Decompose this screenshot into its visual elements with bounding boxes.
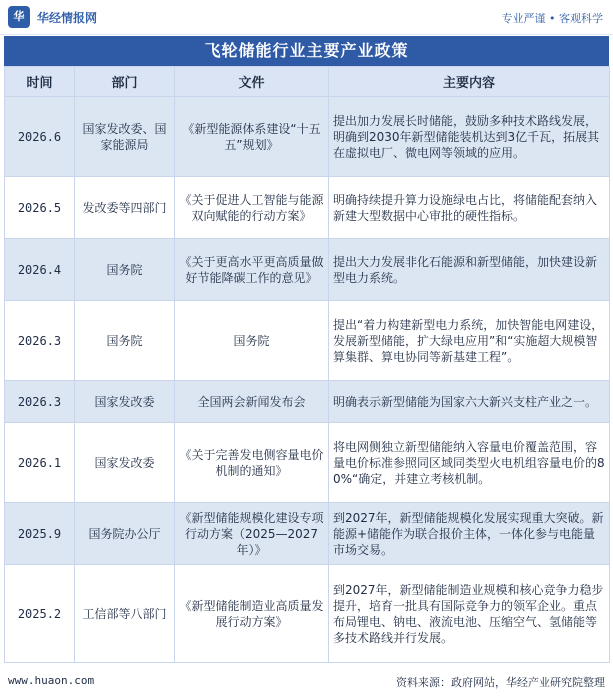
cell-time: 2026.4 <box>5 239 75 301</box>
cell-doc: 国务院 <box>175 301 329 381</box>
site-url[interactable]: www.huaon.com <box>8 674 95 687</box>
cell-doc: 《新型储能规模化建设专项行动方案（2025—2027年）》 <box>175 503 329 565</box>
cell-content: 到2027年，新型储能规模化发展实现重大突破。新能源+储能作为联合报价主体，一体化参与电能量市场交易。 <box>329 503 610 565</box>
cell-content: 提出加力发展长时储能，鼓励多种技术路线发展，明确到2030年新型储能装机达到3亿千瓦，拓展其在虚拟电厂、微电网等领域的应用。 <box>329 97 610 177</box>
table-title: 飞轮储能行业主要产业政策 <box>4 36 609 66</box>
cell-dept: 国家发改委 <box>75 423 175 503</box>
brand-logo[interactable] <box>8 6 97 28</box>
cell-dept: 国务院办公厅 <box>75 503 175 565</box>
cell-dept: 国务院 <box>75 239 175 301</box>
table-row <box>5 239 610 301</box>
table-row <box>5 177 610 239</box>
cell-dept: 工信部等八部门 <box>75 565 175 663</box>
table-row <box>5 565 610 663</box>
table-row <box>5 503 610 565</box>
cell-dept: 发改委等四部门 <box>75 177 175 239</box>
cell-time: 2026.1 <box>5 423 75 503</box>
cell-time: 2026.3 <box>5 301 75 381</box>
cell-time: 2026.5 <box>5 177 75 239</box>
slogan: 专业严谨 • 客观科学 <box>501 12 603 25</box>
cell-doc: 《关于更高水平更高质量做好节能降碳工作的意见》 <box>175 239 329 301</box>
cell-content: 将电网侧独立新型储能纳入容量电价覆盖范围，容量电价标准参照同区域同类型火电机组容量电价的80%“确定，并建立考核机制。 <box>329 423 610 503</box>
table-row <box>5 301 610 381</box>
cell-time: 2025.2 <box>5 565 75 663</box>
cell-content: 提出“着力构建新型电力系统，加快智能电网建设，发展新型储能，扩大绿电应用”和“实施超大规模智算集群、算电协同等新基建工程”。 <box>329 301 610 381</box>
cell-content: 到2027年，新型储能制造业规模和核心竞争力稳步提升，培育一批具有国际竞争力的领军企业。重点布局锂电、钠电、液流电池、压缩空气、氢储能等多技术路线并行发展。 <box>329 565 610 663</box>
cell-doc: 全国两会新闻发布会 <box>175 381 329 423</box>
data-source: 资料来源：政府网站，华经产业研究院整理 <box>396 676 605 689</box>
cell-content: 明确持续提升算力设施绿电占比，将储能配套纳入新建大型数据中心审批的硬性指标。 <box>329 177 610 239</box>
table-row <box>5 423 610 503</box>
table-row <box>5 97 610 177</box>
cell-content: 提出大力发展非化石能源和新型储能，加快建设新型电力系统。 <box>329 239 610 301</box>
column-header-doc: 文件 <box>175 67 329 97</box>
top-bar <box>0 0 613 35</box>
cell-doc: 《关于促进人工智能与能源双向赋能的行动方案》 <box>175 177 329 239</box>
footer <box>0 668 613 696</box>
logo-icon: 华 <box>8 6 30 28</box>
cell-time: 2026.6 <box>5 97 75 177</box>
cell-doc: 《新型储能制造业高质量发展行动方案》 <box>175 565 329 663</box>
policy-table <box>4 66 609 663</box>
cell-time: 2025.9 <box>5 503 75 565</box>
table-row <box>5 381 610 423</box>
column-header-time: 时间 <box>5 67 75 97</box>
column-header-content: 主要内容 <box>329 67 610 97</box>
cell-content: 明确表示新型储能为国家六大新兴支柱产业之一。 <box>329 381 610 423</box>
cell-doc: 《关于完善发电侧容量电价机制的通知》 <box>175 423 329 503</box>
cell-doc: 《新型能源体系建设“十五五”规划》 <box>175 97 329 177</box>
cell-dept: 国务院 <box>75 301 175 381</box>
cell-dept: 国家发改委 <box>75 381 175 423</box>
cell-dept: 国家发改委、国家能源局 <box>75 97 175 177</box>
cell-time: 2026.3 <box>5 381 75 423</box>
column-header-dept: 部门 <box>75 67 175 97</box>
table-header-row <box>5 67 610 97</box>
brand-name: 华经情报网 <box>37 10 98 25</box>
